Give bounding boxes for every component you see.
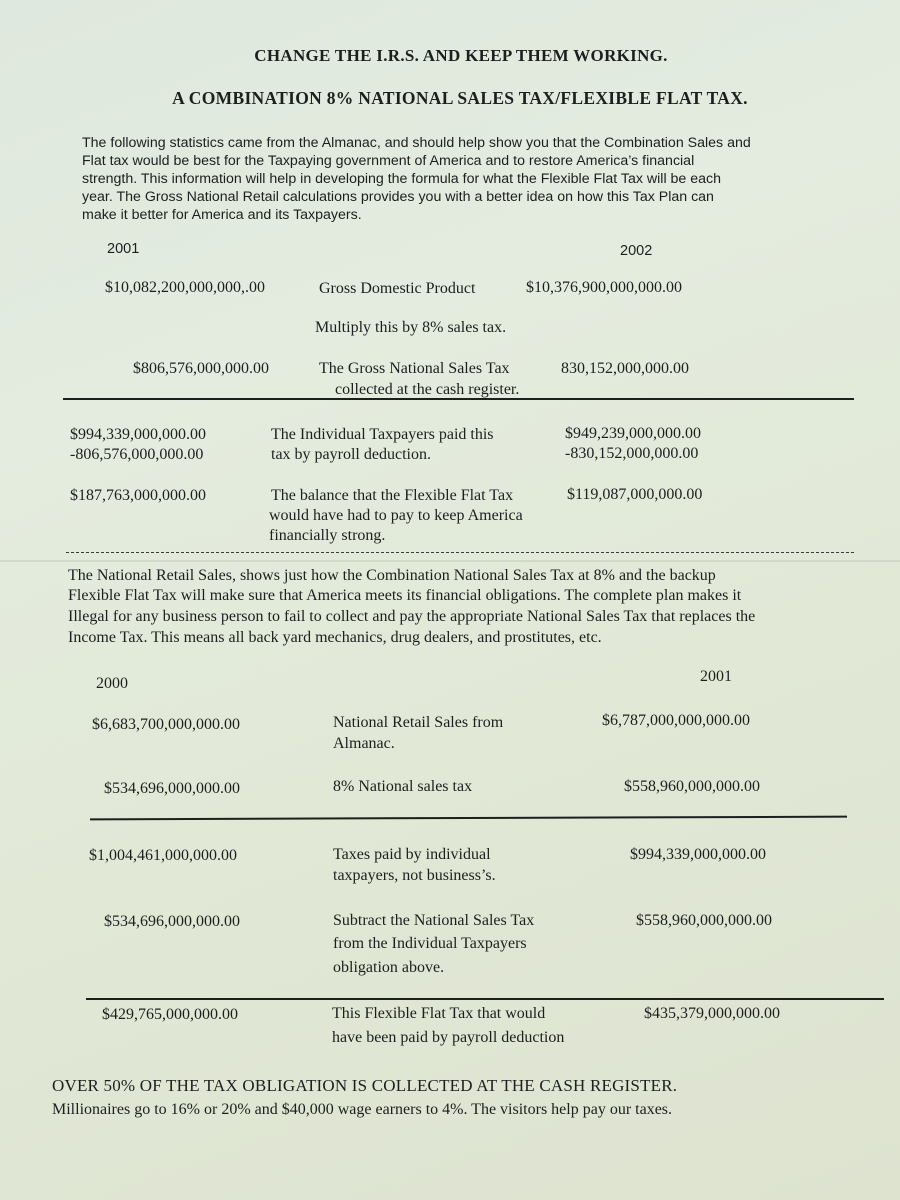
intro-line: year. The Gross National Retail calculations provides you with a better idea on how this Tax Plan can [82, 189, 714, 205]
dashed-divider [66, 552, 854, 553]
footer-headline: OVER 50% OF THE TAX OBLIGATION IS COLLECTED AT THE CASH REGISTER. [52, 1076, 678, 1095]
intro-line: make it better for America and its Taxpayers. [82, 207, 362, 223]
balance-value-right: $119,087,000,000.00 [567, 486, 703, 503]
multiply-label: Multiply this by 8% sales tax. [315, 319, 507, 336]
ind-label: The Individual Taxpayers paid this [271, 426, 494, 443]
tpi-label: Taxes paid by individual [333, 846, 491, 863]
gnst-value-left: $806,576,000,000.00 [133, 360, 269, 377]
horizontal-rule [86, 998, 884, 1000]
nrs-label: National Retail Sales from [333, 714, 504, 731]
gdp-value-left: $10,082,200,000,000,.00 [105, 279, 265, 296]
footer-note: Millionaires go to 16% or 20% and $40,000 wage earners to 4%. The visitors help pay our taxes. [52, 1101, 673, 1118]
fft-label: have been paid by payroll deduction [332, 1029, 565, 1046]
horizontal-rule [63, 398, 854, 400]
nrs-label: Almanac. [333, 735, 395, 752]
sub-label: obligation above. [333, 959, 445, 976]
fft-label: This Flexible Flat Tax that would [332, 1005, 546, 1022]
paper-fold [0, 560, 900, 562]
ind-value-left: $994,339,000,000.00 [70, 426, 206, 443]
year-right: 2001 [700, 668, 732, 685]
paragraph-line: Flexible Flat Tax will make sure that America meets its financial obligations. The complete plan makes it [68, 587, 742, 604]
paragraph-line: Illegal for any business person to fail to collect and pay the appropriate National Sales Tax that replaces the [68, 608, 756, 625]
horizontal-rule [90, 816, 847, 820]
nst-value-left: $534,696,000,000.00 [104, 780, 240, 797]
nrs-value-right: $6,787,000,000,000.00 [602, 712, 750, 729]
paragraph-line: The National Retail Sales, shows just how the Combination National Sales Tax at 8% and the backup [68, 567, 716, 584]
intro-line: Flat tax would be best for the Taxpaying government of America and to restore America’s financial [82, 153, 695, 169]
balance-label: would have had to pay to keep America [269, 507, 523, 524]
tpi-value-left: $1,004,461,000,000.00 [89, 847, 237, 864]
paragraph-line: Income Tax. This means all back yard mechanics, drug dealers, and prostitutes, etc. [68, 629, 602, 646]
fft-value-right: $435,379,000,000.00 [644, 1005, 780, 1022]
year-right: 2002 [620, 243, 653, 259]
page-subtitle: A COMBINATION 8% NATIONAL SALES TAX/FLEXIBLE FLAT TAX. [172, 88, 748, 108]
page-title: CHANGE THE I.R.S. AND KEEP THEM WORKING. [254, 46, 668, 65]
ind-value-right: -830,152,000,000.00 [565, 445, 699, 462]
gnst-label: The Gross National Sales Tax [319, 360, 510, 377]
intro-line: strength. This information will help in developing the formula for what the Flexible Flat Tax will be each [82, 171, 722, 187]
gdp-value-right: $10,376,900,000,000.00 [526, 279, 682, 296]
sub-value-left: $534,696,000,000.00 [104, 913, 240, 930]
ind-value-left: -806,576,000,000.00 [70, 446, 204, 463]
balance-label: The balance that the Flexible Flat Tax [271, 487, 514, 504]
sub-label: from the Individual Taxpayers [333, 935, 527, 952]
nst-value-right: $558,960,000,000.00 [624, 778, 760, 795]
intro-line: The following statistics came from the Almanac, and should help show you that the Combination Sales and [82, 135, 751, 151]
balance-value-left: $187,763,000,000.00 [70, 487, 206, 504]
sub-value-right: $558,960,000,000.00 [636, 912, 772, 929]
ind-label: tax by payroll deduction. [271, 446, 431, 463]
sub-label: Subtract the National Sales Tax [333, 912, 535, 929]
tpi-label: taxpayers, not business’s. [333, 867, 496, 884]
ind-value-right: $949,239,000,000.00 [565, 425, 701, 442]
fft-value-left: $429,765,000,000.00 [102, 1006, 238, 1023]
gdp-label: Gross Domestic Product [319, 280, 476, 297]
year-left: 2000 [96, 675, 128, 692]
nrs-value-left: $6,683,700,000,000.00 [92, 716, 240, 733]
nst-label: 8% National sales tax [333, 778, 473, 795]
gnst-value-right: 830,152,000,000.00 [561, 360, 689, 377]
year-left: 2001 [107, 241, 140, 257]
tpi-value-right: $994,339,000,000.00 [630, 846, 766, 863]
gnst-label: collected at the cash register. [335, 381, 520, 398]
balance-label: financially strong. [269, 527, 386, 544]
